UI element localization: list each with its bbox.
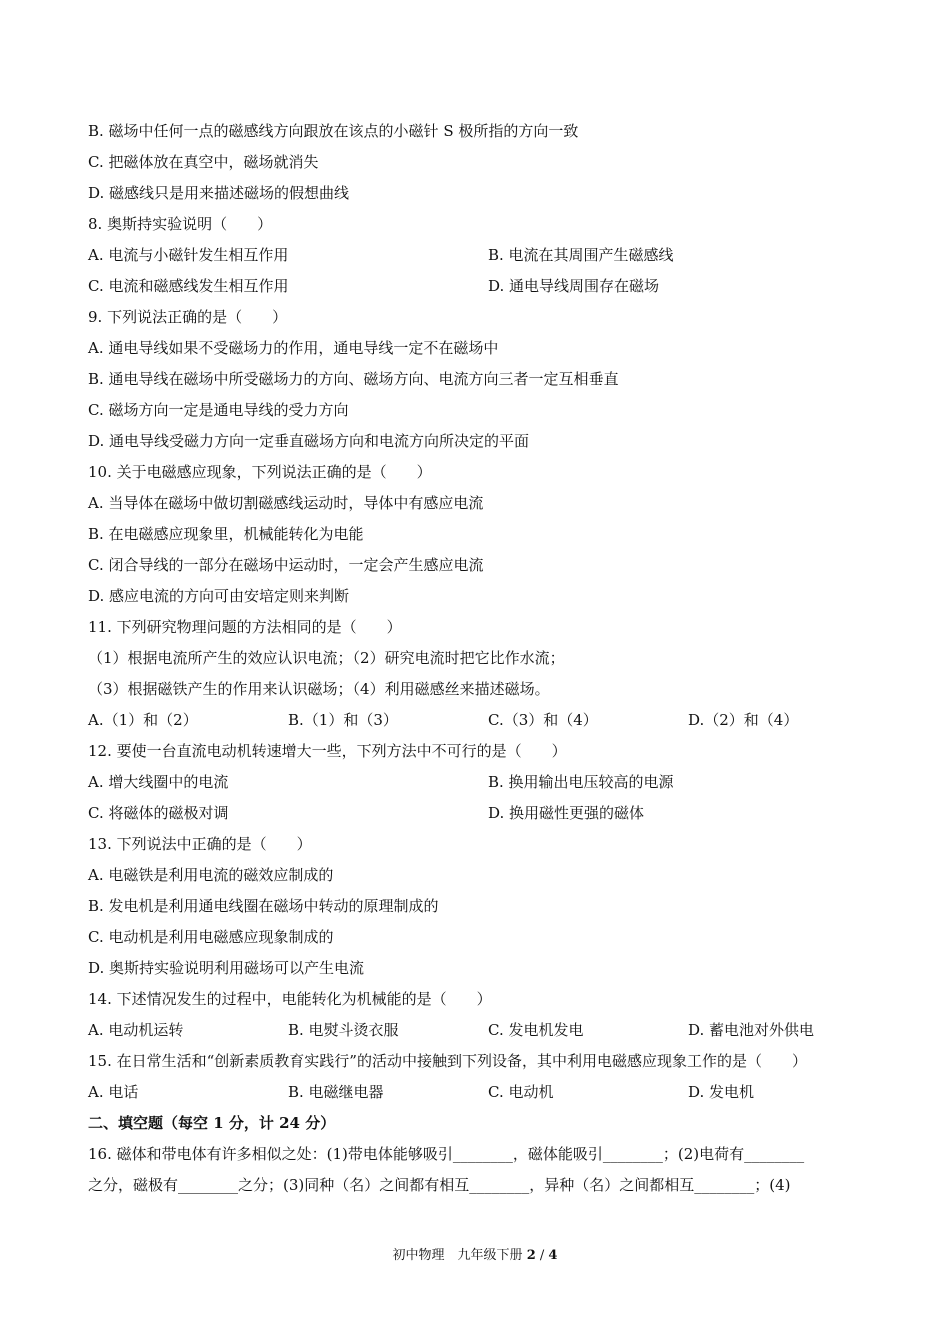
page-footer [0, 1246, 950, 1266]
q11-option-c: C.（3）和（4） [488, 711, 598, 729]
q10-option-c: C. 闭合导线的一部分在磁场中运动时，一定会产生感应电流 [88, 556, 484, 574]
q14-option-b: B. 电熨斗烫衣服 [288, 1021, 399, 1039]
q11-item-line1: （1）根据电流所产生的效应认识电流；（2）研究电流时把它比作水流； [88, 649, 565, 667]
q12-option-a: A. 增大线圈中的电流 [88, 773, 229, 791]
q12-option-c: C. 将磁体的磁极对调 [88, 804, 229, 822]
q13-option-d: D. 奥斯持实验说明利用磁场可以产生电流 [88, 959, 365, 977]
question-content [88, 116, 868, 1201]
q15-option-b: B. 电磁继电器 [288, 1083, 384, 1101]
q16-line2: 之分，磁极有________之分；(3)同种（名）之间都有相互________，异种（名）之间都相互________；(4) [88, 1176, 791, 1194]
q13-option-a: A. 电磁铁是利用电流的磁效应制成的 [88, 866, 334, 884]
q12-options-row2 [88, 798, 868, 829]
q13-stem: 13. 下列说法中正确的是（ ） [88, 835, 312, 853]
q9-option-d: D. 通电导线受磁力方向一定垂直磁场方向和电流方向所决定的平面 [88, 432, 530, 450]
footer-page-number: 2 [526, 1248, 536, 1263]
q9-stem: 9. 下列说法正确的是（ ） [88, 308, 288, 326]
q15-options-row [88, 1077, 868, 1108]
q12-option-d: D. 换用磁性更强的磁体 [488, 804, 645, 822]
q11-stem: 11. 下列研究物理问题的方法相同的是（ ） [88, 618, 402, 636]
q7-option-b: B. 磁场中任何一点的磁感线方向跟放在该点的小磁针 S 极所指的方向一致 [88, 122, 579, 140]
q14-options-row [88, 1015, 868, 1046]
q14-option-d: D. 蓄电池对外供电 [688, 1021, 815, 1039]
q9-option-c: C. 磁场方向一定是通电导线的受力方向 [88, 401, 349, 419]
q13-option-b: B. 发电机是利用通电线圈在磁场中转动的原理制成的 [88, 897, 439, 915]
q7-option-c: C. 把磁体放在真空中，磁场就消失 [88, 153, 319, 171]
q10-option-a: A. 当导体在磁场中做切割磁感线运动时，导体中有感应电流 [88, 494, 484, 512]
q11-options-row [88, 705, 868, 736]
q9-option-b: B. 通电导线在磁场中所受磁场力的方向、磁场方向、电流方向三者一定互相垂直 [88, 370, 619, 388]
q16-line1: 16. 磁体和带电体有许多相似之处：(1)带电体能够吸引________，磁体能吸引________；(2)电荷有________ [88, 1145, 805, 1163]
q8-options-row2 [88, 271, 868, 302]
q15-option-d: D. 发电机 [688, 1083, 755, 1101]
q11-option-b: B.（1）和（3） [288, 711, 398, 729]
footer-page-separator: / [535, 1248, 549, 1263]
q15-option-c: C. 电动机 [488, 1083, 554, 1101]
q15-option-a: A. 电话 [88, 1083, 139, 1101]
q14-stem: 14. 下述情况发生的过程中，电能转化为机械能的是（ ） [88, 990, 492, 1008]
footer-page-total: 4 [548, 1248, 558, 1263]
q8-option-a: A. 电流与小磁针发生相互作用 [88, 246, 289, 264]
q11-item-line2: （3）根据磁铁产生的作用来认识磁场；（4）利用磁感丝来描述磁场。 [88, 680, 550, 698]
q8-stem: 8. 奥斯持实验说明（ ） [88, 215, 273, 233]
q14-option-c: C. 发电机发电 [488, 1021, 584, 1039]
q10-option-d: D. 感应电流的方向可由安培定则来判断 [88, 587, 350, 605]
q13-option-c: C. 电动机是利用电磁感应现象制成的 [88, 928, 334, 946]
q8-option-c: C. 电流和磁感线发生相互作用 [88, 277, 289, 295]
section-fill-in-title: 二、填空题（每空 1 分，计 24 分） [88, 1114, 336, 1132]
q12-options-row1 [88, 767, 868, 798]
q8-options-row1 [88, 240, 868, 271]
q12-stem: 12. 要使一台直流电动机转速增大一些，下列方法中不可行的是（ ） [88, 742, 567, 760]
q8-option-d: D. 通电导线周围存在磁场 [488, 277, 660, 295]
q8-option-b: B. 电流在其周围产生磁感线 [488, 246, 674, 264]
q9-option-a: A. 通电导线如果不受磁场力的作用，通电导线一定不在磁场中 [88, 339, 499, 357]
q7-option-d: D. 磁感线只是用来描述磁场的假想曲线 [88, 184, 350, 202]
q14-option-a: A. 电动机运转 [88, 1021, 184, 1039]
q10-stem: 10. 关于电磁感应现象，下列说法正确的是（ ） [88, 463, 432, 481]
q11-option-d: D.（2）和（4） [688, 711, 799, 729]
footer-course-label: 初中物理 九年级下册 [392, 1248, 523, 1263]
q15-stem: 15. 在日常生活和“创新素质教育实践行”的活动中接触到下列设备，其中利用电磁感应现象工作的是（ ） [88, 1052, 807, 1070]
q11-option-a: A.（1）和（2） [88, 711, 198, 729]
q10-option-b: B. 在电磁感应现象里，机械能转化为电能 [88, 525, 364, 543]
q12-option-b: B. 换用输出电压较高的电源 [488, 773, 674, 791]
